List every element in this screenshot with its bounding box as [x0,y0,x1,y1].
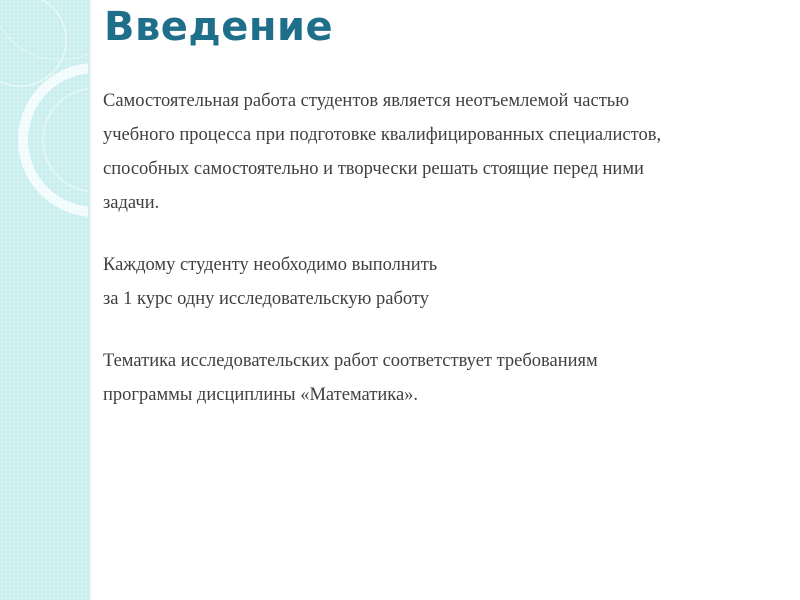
text-line: задачи. [103,193,160,213]
decorative-side-panel [0,0,88,600]
paragraph-intro [103,84,793,220]
panel-edge-shadow [88,0,92,600]
text-line: Самостоятельная работа студентов является неотъемлемой частью [103,91,630,111]
slide-title: Введение [104,4,334,50]
text-line: за 1 курс одну исследовательскую работу [103,289,429,309]
paragraph-requirement [103,248,793,316]
text-line: Каждому студенту необходимо выполнить [103,255,438,275]
paragraph-spacer [103,316,793,344]
text-line: способных самостоятельно и творчески решать стоящие перед ними [103,159,644,179]
paragraph-spacer [103,220,793,248]
text-line: программы дисциплины «Математика». [103,385,419,405]
text-line: Тематика исследовательских работ соответствует требованиям [103,351,598,371]
slide-body [103,84,793,412]
decorative-circles-graphic [0,0,88,600]
text-line: учебного процесса при подготовке квалифицированных специалистов, [103,125,662,145]
paragraph-topics [103,344,793,412]
